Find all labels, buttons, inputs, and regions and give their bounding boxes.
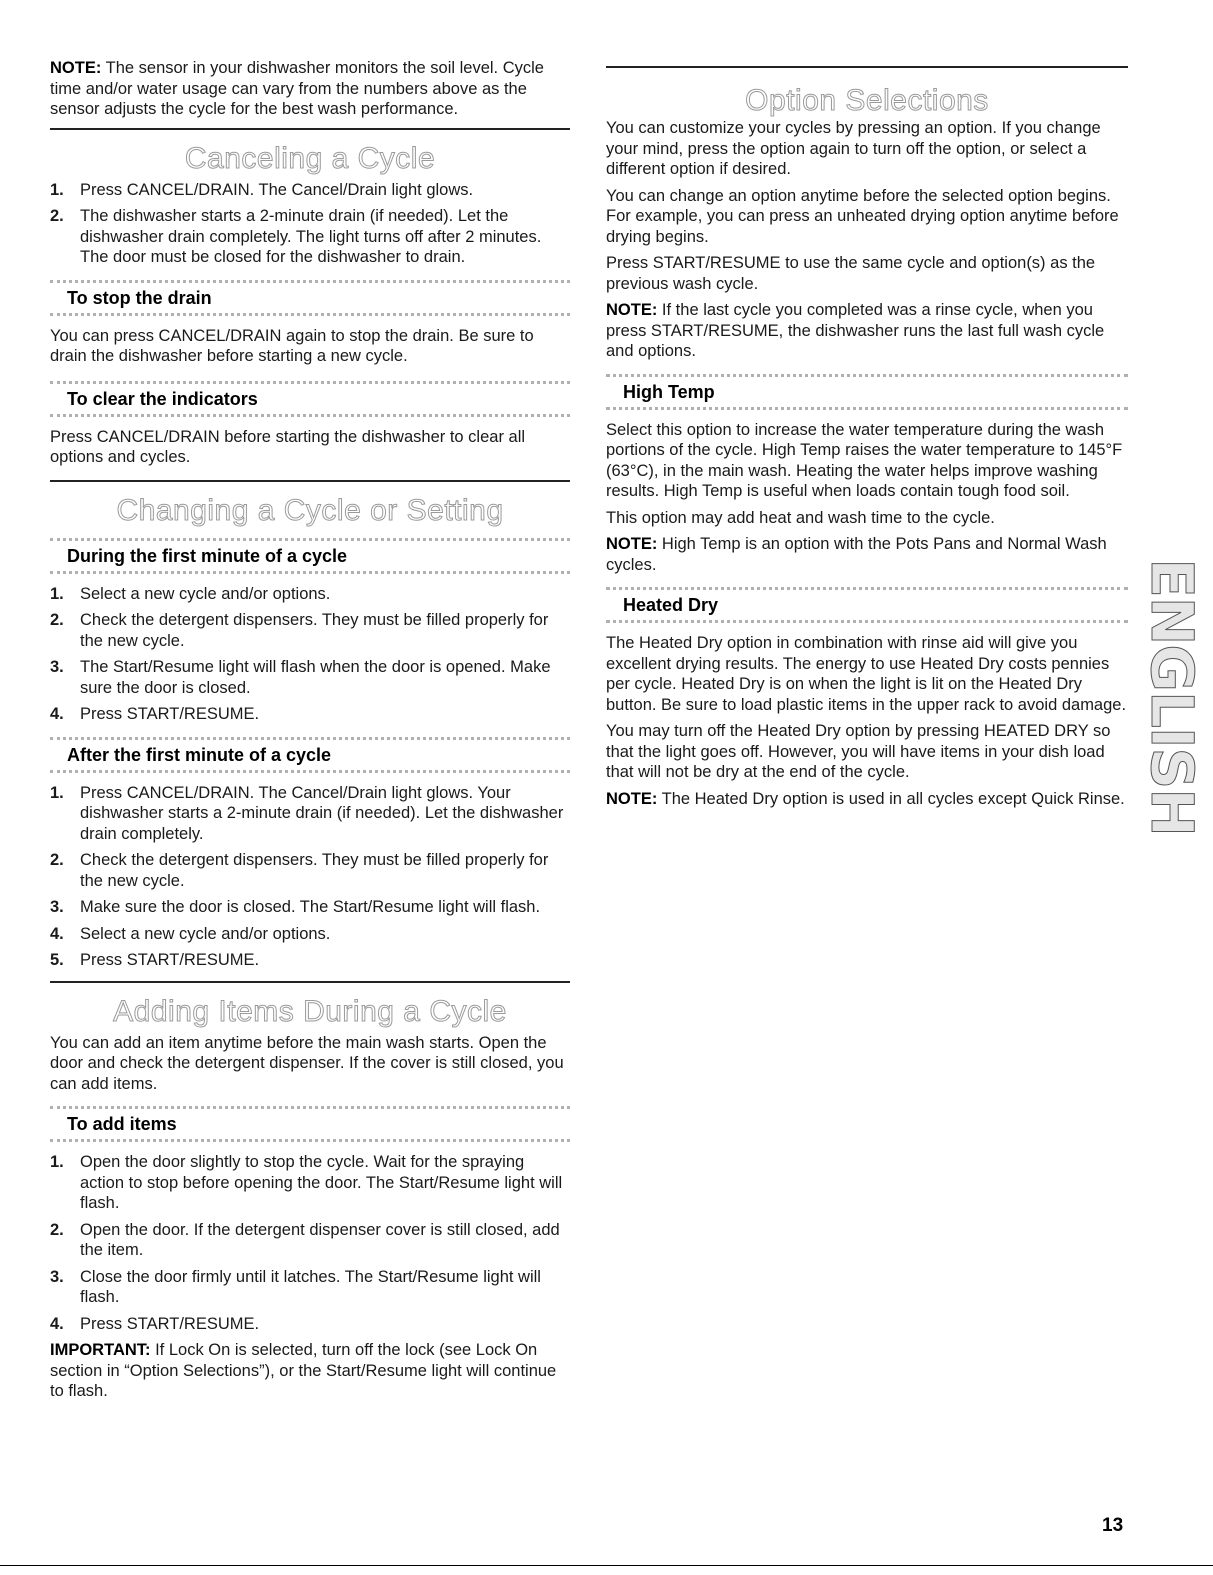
heated-dry-note: NOTE: The Heated Dry option is used in all cycles except Quick Rinse. (606, 789, 1125, 808)
subheading-during-first-minute: During the first minute of a cycle (50, 538, 570, 574)
sensor-note (50, 58, 570, 120)
list-item: 1. Open the door slightly to stop the cycle. Wait for the spraying action to stop before opening the door. The Start/Resume light will flash. (50, 1153, 563, 1212)
language-side-tab-label: ENGLISH (1138, 558, 1206, 836)
high-temp-p2: This option may add heat and wash time to the cycle. (606, 508, 995, 527)
adding-intro: You can add an item anytime before the main wash starts. Open the door and check the detergent dispenser. If the cover is still closed, you can add items. (50, 1033, 564, 1093)
options-note: NOTE: If the last cycle you completed was a rinse cycle, when you press START/RESUME, the dishwasher runs the last full wash cycle and options. (606, 301, 1105, 360)
bottom-rule (0, 1565, 1213, 1566)
list-item: 2. Check the detergent dispensers. They must be filled properly for the new cycle. (50, 611, 549, 650)
section-title-adding: Adding Items During a Cycle (113, 994, 507, 1028)
language-side-tab (1138, 558, 1206, 836)
important-note: IMPORTANT: If Lock On is selected, turn off the lock (see Lock On section in “Option Selections”), or the Start/Resume light will continue to flash. (50, 1341, 557, 1400)
left-column (50, 58, 570, 1408)
options-p1: You can customize your cycles by pressing an option. If you change your mind, press the option again to turn off the option, or select a different option if desired. (606, 119, 1101, 178)
list-item: 1. Press CANCEL/DRAIN. The Cancel/Drain light glows. (50, 180, 474, 199)
section-rule (50, 128, 570, 130)
after-steps (50, 783, 570, 971)
list-item: 1. Press CANCEL/DRAIN. The Cancel/Drain light glows. Your dishwasher starts a 2-minute drain (if needed). Let the dishwasher drain completely. (50, 783, 564, 843)
subheading-after-first-minute: After the first minute of a cycle (50, 737, 570, 773)
section-rule (606, 66, 1128, 68)
list-item: 4. Press START/RESUME. (50, 1314, 260, 1333)
note-text: The sensor in your dishwasher monitors the soil level. Cycle time and/or water usage can vary from the numbers above as the sensor adjusts the cycle for the best wash performance. (50, 59, 544, 118)
list-item: 2. The dishwasher starts a 2-minute drain (if needed). Let the dishwasher drain completely. The light turns off after 2 minutes. The door must be closed for the dishwasher to drain. (50, 207, 542, 266)
section-title-changing: Changing a Cycle or Setting (116, 493, 504, 527)
heated-dry-p2: You may turn off the Heated Dry option by pressing HEATED DRY so that the light goes off. However, you will have items in your dish load that will not be dry at the end of the cycle. (606, 722, 1111, 781)
high-temp-note: NOTE: High Temp is an option with the Pots Pans and Normal Wash cycles. (606, 535, 1107, 574)
subheading-heated-dry: Heated Dry (606, 587, 1128, 623)
add-steps (50, 1152, 570, 1334)
section-rule (50, 981, 570, 983)
list-item: 5. Press START/RESUME. (50, 951, 260, 969)
section-rule (50, 480, 570, 482)
subheading-high-temp: High Temp (606, 374, 1128, 410)
options-p2: You can change an option anytime before the selected option begins. For example, you can press an unheated drying option anytime before drying begins. (606, 186, 1119, 246)
list-item: 3. Close the door firmly until it latches. The Start/Resume light will flash. (50, 1267, 541, 1306)
section-title-canceling: Canceling a Cycle (184, 141, 436, 175)
options-p3: Press START/RESUME to use the same cycle and option(s) as the previous wash cycle. (606, 254, 1096, 293)
heated-dry-p1: The Heated Dry option in combination with rinse aid will give you excellent drying results. The energy to use Heated Dry costs pennies per cycle. Heated Dry is on when the light is lit on the Heated Dry button. Be sure to load plastic items in the upper rack to avoid damage. (606, 634, 1127, 714)
list-item: 2. Open the door. If the detergent dispenser cover is still closed, add the item. (50, 1220, 560, 1259)
subheading-clear-indicators: To clear the indicators (50, 381, 570, 417)
right-column (606, 58, 1128, 815)
section-title-options: Option Selections (745, 84, 989, 117)
page-number: 13 (1102, 1515, 1124, 1536)
list-item: 2. Check the detergent dispensers. They must be filled properly for the new cycle. (50, 851, 549, 890)
high-temp-p1: Select this option to increase the water temperature during the wash portions of the cycle. High Temp raises the water temperature to 145°F (63°C), in the main wash. Heating the water helps improve washing results. High Temp is useful when loads contain tough food soil. (606, 420, 1123, 500)
list-item: 1. Select a new cycle and/or options. (50, 584, 331, 603)
subheading-stop-drain: To stop the drain (50, 280, 570, 316)
important-label: IMPORTANT: (50, 1341, 151, 1359)
subheading-to-add-items: To add items (50, 1106, 570, 1142)
during-steps (50, 584, 570, 725)
note-label: NOTE: (50, 59, 102, 77)
list-item: 3. The Start/Resume light will flash when the door is opened. Make sure the door is closed. (50, 658, 551, 697)
stop-drain-text: You can press CANCEL/DRAIN again to stop the drain. Be sure to drain the dishwasher before starting a new cycle. (50, 326, 534, 365)
list-item: 4. Select a new cycle and/or options. (50, 924, 331, 943)
list-item: 4. Press START/RESUME. (50, 705, 260, 723)
canceling-steps (50, 180, 570, 268)
clear-indicators-text: Press CANCEL/DRAIN before starting the dishwasher to clear all options and cycles. (50, 427, 526, 466)
list-item: 3. Make sure the door is closed. The Start/Resume light will flash. (50, 898, 541, 916)
